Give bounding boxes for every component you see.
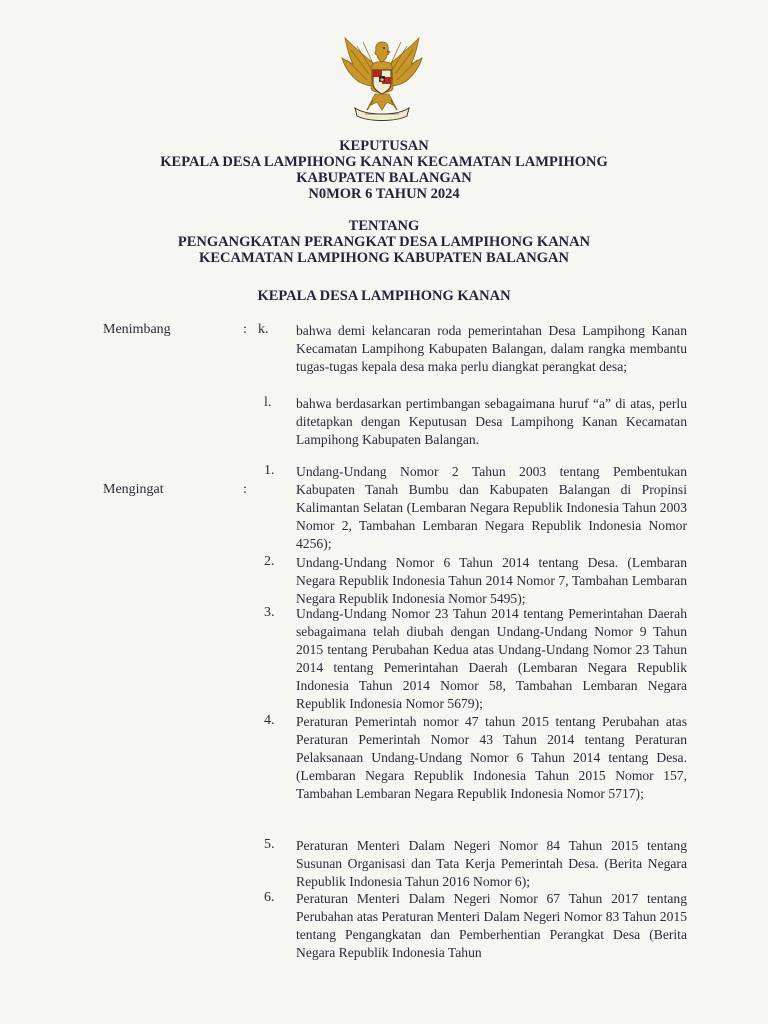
mengingat-item-4: Peraturan Pemerintah nomor 47 tahun 2015 tentang Perubahan atas Peraturan Pemerintah Nomor 43 Tahun 2014 tentang Peraturan Pelaksanaan Undang-Undang Nomor 6 Tahun 2014 tentang Desa. (Lembaran Negara Republik Indonesia Tahun 2015 Nomor 157, Tambahan Lembaran Negara Republik Indonesia Nomor 5717); — [296, 714, 687, 802]
document-subject — [0, 218, 768, 266]
mengingat-colon: : — [243, 482, 247, 497]
mengingat-marker-2: 2. — [264, 554, 275, 569]
title-line-2: KEPALA DESA LAMPIHONG KANAN KECAMATAN LAMPIHONG — [160, 154, 608, 170]
menimbang-item-l: bahwa berdasarkan pertimbangan sebagaimana huruf “a” di atas, perlu ditetapkan dengan Keputusan Desa Lampihong Kanan Kecamatan Lampihong Kabupaten Balangan. — [296, 396, 687, 448]
mengingat-item-5: Peraturan Menteri Dalam Negeri Nomor 84 Tahun 2015 tentang Susunan Organisasi dan Tata Kerja Pemerintah Desa. (Berita Negara Republik Indonesia Tahun 2016 Nomor 6); — [296, 838, 687, 890]
mengingat-marker-5: 5. — [264, 837, 275, 852]
subject-line-3: KECAMATAN LAMPIHONG KABUPATEN BALANGAN — [199, 250, 569, 266]
mengingat-item-3: Undang-Undang Nomor 23 Tahun 2014 tentang Pemerintahan Daerah sebagaimana telah diubah dengan Undang-Undang Nomor 9 Tahun 2015 tentang Perubahan Kedua atas Undang-Undang Nomor 23 Tahun 2014 tentang Pemerintahan Daerah (Lembaran Negara Republik Indonesia Tahun 2014 Nomor 58, Tambahan Lembaran Negara Republik Indonesia Nomor 5679); — [296, 606, 687, 712]
mengingat-marker-4: 4. — [264, 713, 275, 728]
mengingat-marker-6: 6. — [264, 890, 275, 905]
subject-line-1: TENTANG — [348, 218, 420, 234]
subject-line-2: PENGANGKATAN PERANGKAT DESA LAMPIHONG KANAN — [177, 234, 591, 250]
mengingat-item-1: Undang-Undang Nomor 2 Tahun 2003 tentang Pembentukan Kabupaten Tanah Bumbu dan Kabupaten Balangan di Propinsi Kalimantan Selatan (Lembaran Negara Republik Indonesia Tahun 2003 Nomor 2, Tambahan Lembaran Negara Republik Indonesia Nomor 4256); — [296, 464, 687, 552]
official-title — [0, 288, 768, 304]
official-line: KEPALA DESA LAMPIHONG KANAN — [257, 288, 511, 304]
mengingat-label: Mengingat — [103, 482, 164, 497]
menimbang-item-k: bahwa demi kelancaran roda pemerintahan Desa Lampihong Kanan Kecamatan Lampihong Kabupaten Balangan, dalam rangka membantu tugas-tugas kepala desa maka perlu diangkat perangkat desa; — [296, 323, 687, 375]
mengingat-marker-3: 3. — [264, 605, 275, 620]
mengingat-item-2: Undang-Undang Nomor 6 Tahun 2014 tentang Desa. (Lembaran Negara Republik Indonesia Tahun 2014 Nomor 7, Tambahan Lembaran Negara Republik Indonesia Nomor 5495); — [296, 555, 687, 607]
title-line-3: KABUPATEN BALANGAN — [296, 170, 472, 186]
menimbang-marker-k: k. — [258, 322, 269, 337]
title-line-1: KEPUTUSAN — [339, 138, 429, 154]
garuda-pancasila-emblem-icon — [339, 30, 425, 122]
mengingat-item-6: Peraturan Menteri Dalam Negeri Nomor 67 Tahun 2017 tentang Perubahan atas Peraturan Menteri Dalam Negeri Nomor 83 Tahun 2015 tentang Pengangkatan dan Pemberhentian Perangkat Desa (Berita Negara Republik Indonesia Tahun — [296, 891, 687, 961]
document-title — [0, 138, 768, 202]
menimbang-marker-l: l. — [264, 395, 272, 410]
document-number: N0MOR 6 TAHUN 2024 — [308, 186, 460, 202]
menimbang-label: Menimbang — [103, 322, 171, 337]
menimbang-colon: : — [243, 322, 247, 337]
mengingat-marker-1: 1. — [264, 463, 275, 478]
